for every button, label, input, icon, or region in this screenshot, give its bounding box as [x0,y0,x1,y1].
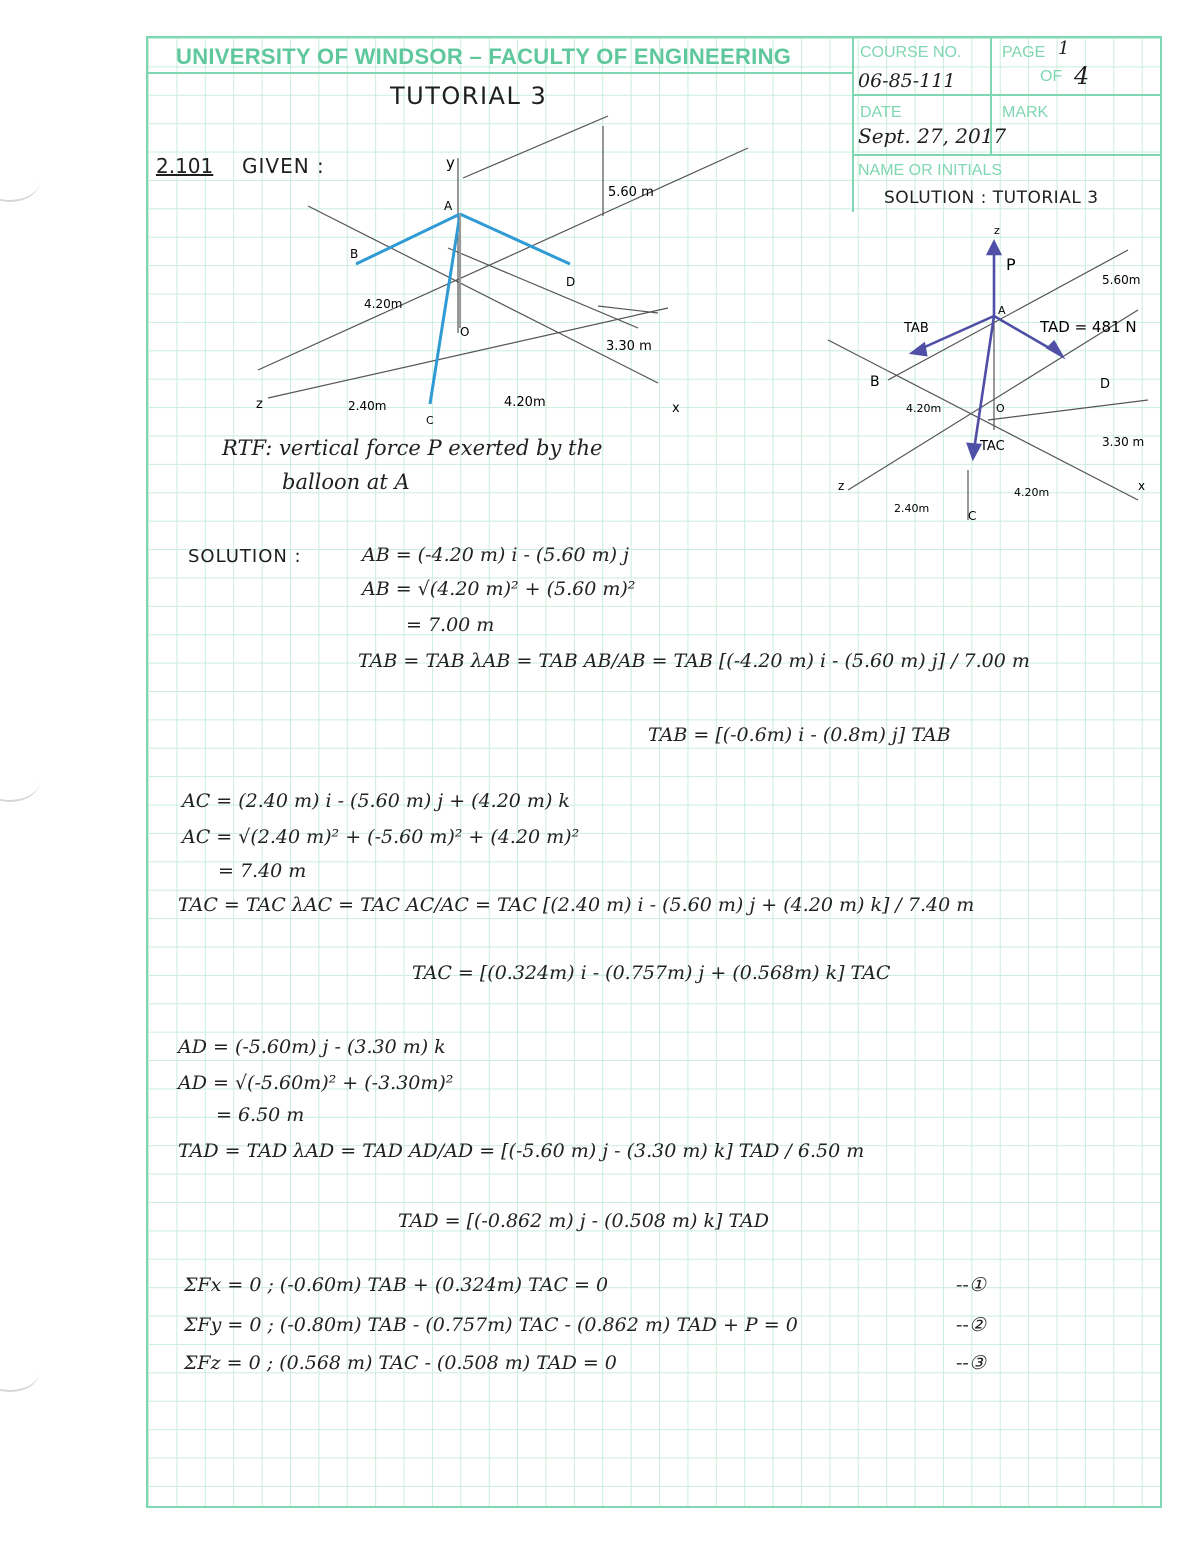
eq-tag-1: --① [956,1274,986,1296]
eq-ad-value: = 6.50 m [216,1104,305,1126]
course-label: COURSE NO. [860,44,962,61]
mark-label: MARK [1002,104,1049,121]
dim-cx-sol: 4.20m [1014,486,1050,499]
force-tac-arrow [974,316,994,450]
date-label: DATE [860,104,902,121]
point-label-a: A [444,199,453,213]
eq-tag-2: --② [956,1314,986,1336]
axis-label-x-sol: x [1138,479,1146,493]
page-value: 1 [1058,38,1070,59]
eq-sum-fx: ΣFx = 0 ; (-0.60m) TAB + (0.324m) TAC = 0 [184,1274,609,1296]
point-label-d: D [566,275,576,289]
eq-ac-result: TAC = [(0.324m) i - (0.757m) j + (0.568m) k] TAC [412,962,891,984]
eq-ab-vector: AB = (-4.20 m) i - (5.60 m) j [362,544,630,566]
name-value: SOLUTION : TUTORIAL 3 [884,188,1099,208]
eq-ab-result: TAB = [(-0.6m) i - (0.8m) j] TAB [648,724,951,746]
point-label-b-sol: B [870,374,880,390]
eq-ac-magnitude: AC = √(2.40 m)² + (-5.60 m)² + (4.20 m)² [182,826,580,848]
dim-ab-sol: 4.20m [906,402,942,415]
axis-label-z-sol: z [994,224,1000,237]
rtf-line-1: RTF: vertical force P exerted by the [222,436,603,460]
point-label-a-sol: A [998,304,1006,317]
axis-label-x: x [672,401,680,416]
binder-hole-1 [0,160,40,202]
eq-ac-vector: AC = (2.40 m) i - (5.60 m) j + (4.20 m) k [182,790,570,812]
point-label-d-sol: D [1100,377,1111,392]
of-value: 4 [1074,62,1090,90]
name-label: NAME OR INITIALS [858,162,1003,179]
eq-ab-tension: TAB = TAB λAB = TAB AB/AB = TAB [(-4.20 m) i - (5.60 m) j] / 7.00 m [358,650,1030,672]
eq-tag-3: --③ [956,1352,986,1374]
dim-cx: 4.20m [504,395,546,410]
of-label: OF [1040,68,1063,85]
cable-ac [430,214,460,404]
eq-ad-tension: TAD = TAD λAD = TAD AD/AD = [(-5.60 m) j - (3.30 m) k] TAD / 6.50 m [178,1140,865,1162]
eq-ac-tension: TAC = TAC λAC = TAC AC/AC = TAC [(2.40 m) i - (5.60 m) j + (4.20 m) k] / 7.40 m [178,894,975,916]
point-label-o-sol: O [996,402,1005,415]
university-title: UNIVERSITY OF WINDSOR – FACULTY OF ENGINEERING [176,44,792,69]
point-label-c-sol: C [968,509,977,523]
tutorial-title: TUTORIAL 3 [390,82,548,110]
dim-zc-sol: 2.40m [894,502,930,515]
dim-zc: 2.40m [348,399,387,413]
dim-od: 3.30 m [606,339,652,354]
solution-label: SOLUTION : [188,546,302,567]
dim-height: 5.60 m [608,185,654,200]
eq-ad-magnitude: AD = √(-5.60m)² + (-3.30m)² [178,1072,454,1094]
eq-sum-fz: ΣFz = 0 ; (0.568 m) TAC - (0.508 m) TAD = 0 [184,1352,617,1374]
eq-sum-fy: ΣFy = 0 ; (-0.80m) TAB - (0.757m) TAC - (0.862 m) TAD + P = 0 [184,1314,798,1336]
binder-hole-3 [0,1350,40,1392]
eq-ac-value: = 7.40 m [218,860,307,882]
point-label-o: O [460,325,470,339]
cable-ad [460,214,570,264]
dim-ab: 4.20m [364,297,403,311]
axis-label-z2-sol: z [838,479,845,493]
solution-figure [808,220,1158,523]
dim-h-sol: 5.60m [1102,273,1141,287]
header-divider [852,94,1162,96]
page-label: PAGE [1002,44,1046,61]
eq-ab-value: = 7.00 m [406,614,495,636]
graph-paper-sheet [146,36,1162,1508]
force-label-tad: TAD = 481 N [1040,318,1137,336]
force-label-tac: TAC [980,439,1005,454]
eq-ad-vector: AD = (-5.60m) j - (3.30 m) k [178,1036,446,1058]
header-divider [852,38,854,212]
binder-hole-2 [0,760,40,802]
axis-label-y: y [446,154,455,172]
given-label: GIVEN : [242,154,325,178]
problem-number: 2.101 [156,154,214,178]
date-value: Sept. 27, 2017 [858,124,1007,148]
point-label-c: C [426,414,434,427]
point-label-b: B [350,247,359,261]
force-label-tab: TAB [904,321,929,336]
force-label-p: P [1006,255,1016,274]
eq-ad-result: TAD = [(-0.862 m) j - (0.508 m) k] TAD [398,1210,769,1232]
axis-label-z: z [256,397,263,412]
course-value: 06-85-111 [858,70,956,92]
dim-od-sol: 3.30 m [1102,435,1145,449]
header-divider [852,154,1162,156]
force-tab-arrow [918,316,994,350]
eq-ab-magnitude: AB = √(4.20 m)² + (5.60 m)² [362,578,636,600]
given-figure [248,108,808,427]
header-divider [148,72,852,74]
rtf-line-2: balloon at A [282,470,410,494]
